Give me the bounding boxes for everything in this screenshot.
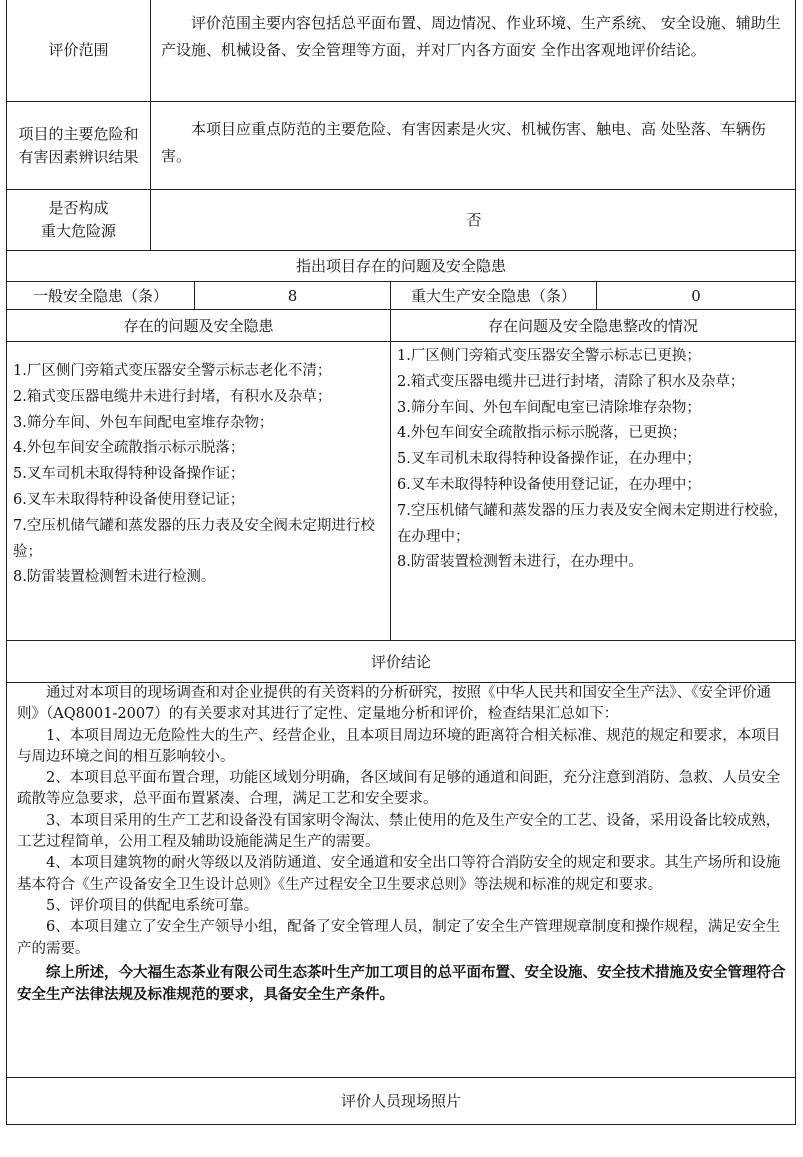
general-hazards-label: 一般安全隐患（条） bbox=[7, 282, 195, 309]
problem-item: 3.筛分车间、外包车间配电室堆存杂物； bbox=[13, 414, 274, 431]
lists-row bbox=[7, 341, 795, 640]
rectification-item: 2.箱式变压器电缆井已进行封堵，清除了积水及杂草； bbox=[397, 373, 745, 390]
hazards-text: 本项目应重点防范的主要危险、有害因素是火灾、机械伤害、触电、高 处坠落、车辆伤害。 bbox=[161, 120, 766, 165]
photos-header-row bbox=[7, 1077, 795, 1124]
rectification-item: 1.厂区侧门旁箱式变压器安全警示标志已更换； bbox=[397, 348, 701, 364]
conclusion-intro: 通过对本项目的现场调查和对企业提供的有关资料的分析研究，按照《中华人民共和国安全生产法》、《安全评价通则》（AQ8001-2007）的有关要求对其进行了定性、定量地分析和评价，检查结果汇总如下： bbox=[17, 685, 771, 723]
problem-item: 6.叉车未取得特种设备使用登记证； bbox=[13, 491, 245, 508]
conclusion-point-2: 2、本项目总平面布置合理，功能区域划分明确，各区域间有足够的通道和间距，充分注意到消防、急救、人员安全疏散等应急要求，总平面布置紧凑、合理，满足工艺和安全要求。 bbox=[17, 770, 781, 808]
major-hazard-label-line2: 重大危险源 bbox=[40, 222, 116, 240]
conclusion-point-6: 6、本项目建立了安全生产领导小组，配备了安全管理人员，制定了安全生产管理规章制度和操作规程，满足安全生产的需要。 bbox=[17, 919, 781, 957]
conclusion-point-1: 1、本项目周边无危险性大的生产、经营企业，且本项目周边环境的距离符合相关标准、规范的规定和要求，本项目与周边环境之间的相互影响较小。 bbox=[17, 727, 781, 765]
conclusion-point-3: 3、本项目采用的生产工艺和设备没有国家明令淘汰、禁止使用的危及生产安全的工艺、设备，采用设备比较成熟，工艺过程简单，公用工程及辅助设施能满足生产的需要。 bbox=[17, 812, 781, 851]
problem-item: 1.厂区侧门旁箱式变压器安全警示标志老化不清； bbox=[13, 363, 332, 379]
rectification-item: 7.空压机储气罐和蒸发器的压力表及安全阀未定期进行校验，在办理中； bbox=[397, 502, 788, 545]
rectification-item: 6.叉车未取得特种设备使用登记证，在办理中； bbox=[397, 476, 701, 493]
rectification-item: 3.筛分车间、外包车间配电室已清除堆存杂物； bbox=[397, 399, 701, 416]
problem-item: 2.箱式变压器电缆井未进行封堵，有积水及杂草； bbox=[13, 388, 332, 405]
problem-item: 5.叉车司机未取得特种设备操作证； bbox=[13, 466, 245, 483]
rectification-item: 5.叉车司机未取得特种设备操作证，在办理中； bbox=[397, 451, 701, 468]
rectification-item: 4.外包车间安全疏散指示标示脱落，已更换； bbox=[397, 425, 687, 442]
photos-header: 评价人员现场照片 bbox=[340, 1092, 461, 1110]
rectifications-list bbox=[391, 342, 795, 640]
conclusion-summary: 综上所述，今大福生态茶业有限公司生态茶叶生产加工项目的总平面布置、安全设施、安全技术措施及安全管理符合安全生产法律法规及标准规范的要求，具备安全生产条件。 bbox=[17, 963, 786, 1003]
major-hazard-value: 否 bbox=[466, 210, 482, 229]
major-hazards-value: 0 bbox=[691, 287, 701, 305]
rectification-item: 8.防雷装置检测暂未进行，在办理中。 bbox=[397, 554, 643, 571]
evaluation-table bbox=[6, 0, 796, 1125]
major-hazards-label: 重大生产安全隐患（条） bbox=[391, 282, 597, 309]
scope-label: 评价范围 bbox=[7, 0, 151, 101]
problem-item: 7.空压机储气罐和蒸发器的压力表及安全阀未定期进行校验； bbox=[13, 517, 375, 560]
columns-header-row bbox=[7, 309, 795, 341]
problems-column-header: 存在的问题及安全隐患 bbox=[7, 310, 391, 341]
issues-header-row bbox=[7, 250, 795, 281]
general-hazards-value: 8 bbox=[195, 282, 391, 309]
hazards-row bbox=[7, 101, 795, 189]
conclusion-header: 评价结论 bbox=[370, 652, 431, 671]
conclusion-point-5: 5、评价项目的供配电系统可靠。 bbox=[46, 897, 259, 914]
conclusion-point-4: 4、本项目建筑物的耐火等级以及消防通道、安全通道和安全出口等符合消防安全的规定和要求。其生产场所和设施基本符合《生产设备安全卫生设计总则》《生产过程安全卫生要求总则》等法规和标准的规定和要求。 bbox=[17, 855, 781, 893]
conclusion-body bbox=[7, 683, 795, 1077]
major-hazard-row bbox=[7, 189, 795, 250]
scope-text: 评价范围主要内容包括总平面布置、周边情况、作业环境、生产系统、 安全设施、辅助生产设施、机械设备、安全管理等方面，并对厂内各方面安 全作出客观地评价结论。 bbox=[161, 14, 781, 59]
conclusion-header-row bbox=[7, 640, 795, 682]
rectifications-column-header: 存在问题及安全隐患整改的情况 bbox=[487, 317, 698, 335]
problem-item: 4.外包车间安全疏散指示标示脱落； bbox=[13, 440, 245, 457]
scope-row bbox=[7, 0, 795, 101]
counts-row bbox=[7, 281, 795, 309]
problem-item: 8.防雷装置检测暂未进行检测。 bbox=[13, 569, 216, 586]
problems-list bbox=[7, 342, 391, 640]
issues-header: 指出项目存在的问题及安全隐患 bbox=[295, 257, 506, 275]
major-hazard-label bbox=[7, 190, 151, 250]
conclusion-row bbox=[7, 682, 795, 1077]
major-hazard-label-line1: 是否构成 bbox=[48, 199, 109, 217]
hazards-label: 项目的主要危险和有害因素辨识结果 bbox=[7, 102, 151, 189]
